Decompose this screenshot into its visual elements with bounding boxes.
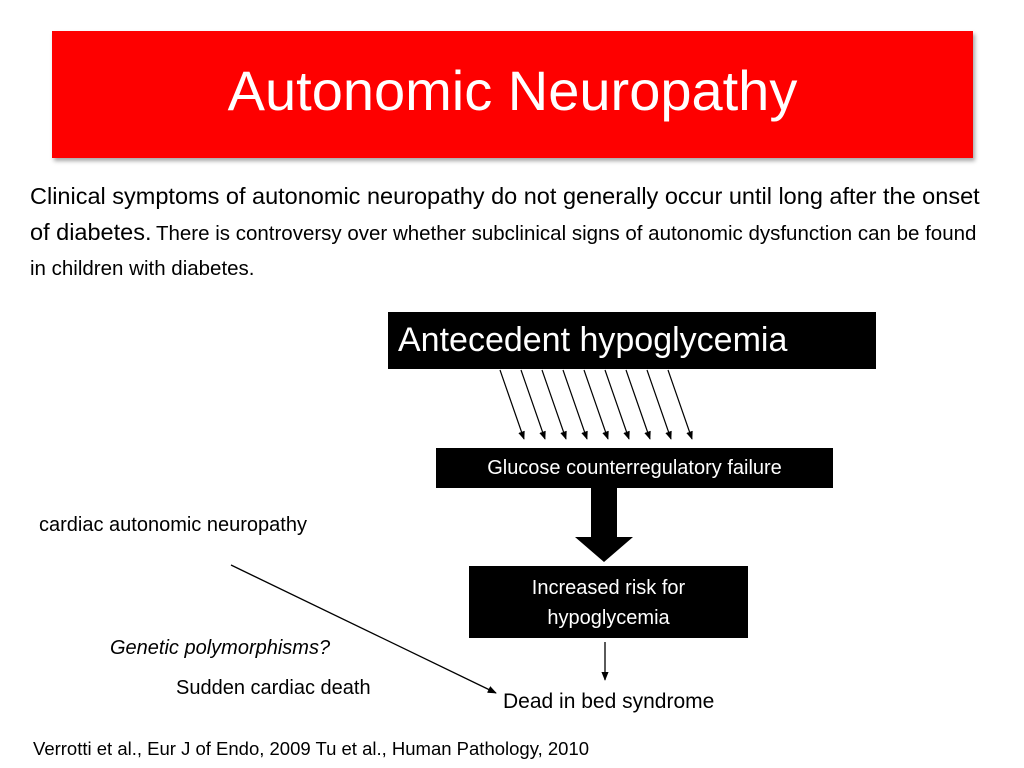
dead-in-bed-syndrome-label: Dead in bed syndrome [503,690,715,713]
slide-title: Autonomic Neuropathy [227,59,798,122]
fan-arrow-6 [605,370,629,439]
reference-citation: Verrotti et al., Eur J of Endo, 2009 Tu et al., Human Pathology, 2010 [33,738,590,759]
intro-sentence-1: Clinical symptoms of autonomic neuropathy do not generally occur until long after the onset of diabetes. [30,183,980,245]
fan-arrow-8 [647,370,671,439]
cardiac-autonomic-neuropathy-label: cardiac autonomic neuropathy [39,514,307,536]
fan-arrow-4 [563,370,587,439]
antecedent-hypoglycemia-box: Antecedent hypoglycemia [388,312,876,369]
intro-sentence-2: There is controversy over whether subclinical signs of autonomic dysfunction can be found in children with diabetes. [30,222,977,280]
glucose-counterregulatory-failure-box: Glucose counterregulatory failure [436,448,833,488]
fan-arrow-9 [668,370,692,439]
fan-arrow-1 [500,370,524,439]
sudden-cardiac-death-label: Sudden cardiac death [176,677,371,699]
fan-arrows [500,370,692,439]
cardiac-to-dead-arrow [231,565,496,693]
fan-arrow-5 [584,370,608,439]
fan-arrow-2 [521,370,545,439]
genetic-polymorphisms-label: Genetic polymorphisms? [110,637,331,659]
block-arrow-down [575,488,633,562]
increased-risk-box: Increased risk for hypoglycemia [469,566,748,638]
fan-arrow-3 [542,370,566,439]
fan-arrow-7 [626,370,650,439]
